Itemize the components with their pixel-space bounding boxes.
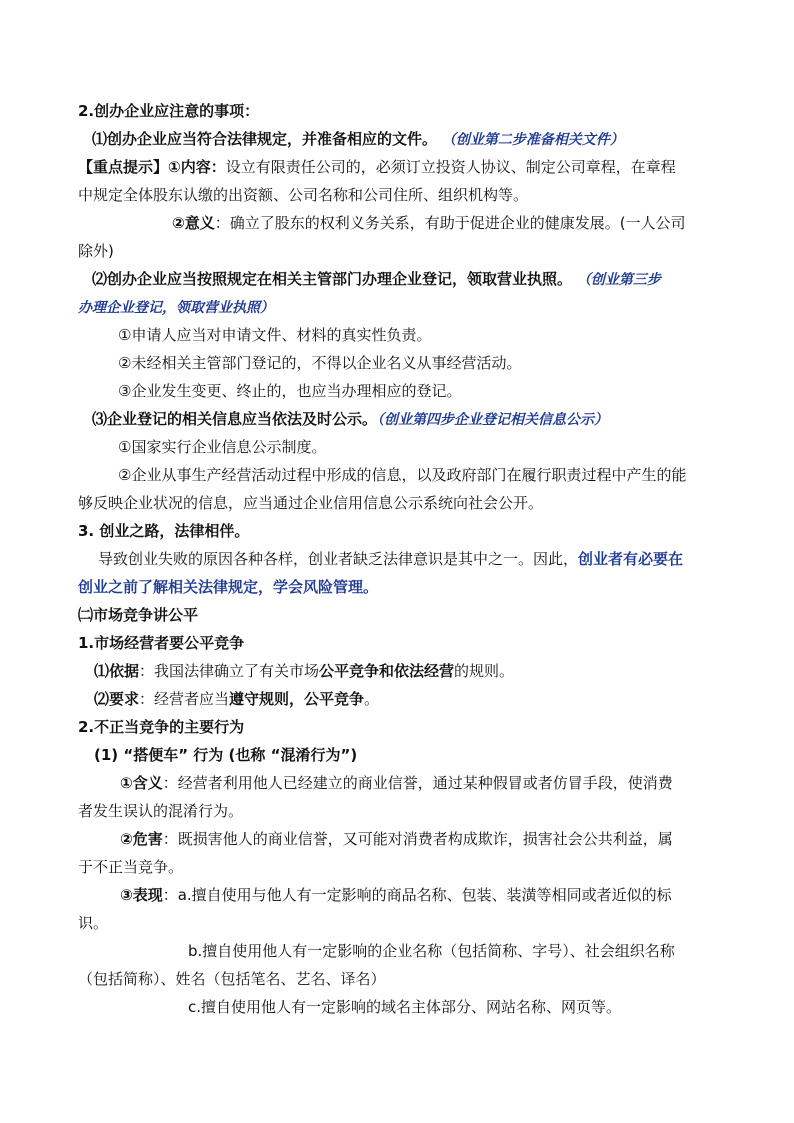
text-span: 创业之前了解相关法律规定，学会风险管理。 (78, 578, 379, 596)
text-line-harm-line-cont (78, 857, 718, 877)
text-line-key-point-content-cont (78, 185, 718, 205)
text-span: 1.市场经营者要公平竞争 (78, 634, 245, 652)
text-line-requirement-line (94, 689, 734, 709)
text-span: ⑵要求 (94, 690, 140, 708)
text-line-section-heading (78, 605, 718, 625)
text-span: 遵守规则，公平竞争 (229, 690, 365, 708)
text-span: ：a.擅自使用与他人有一定影响的商品名称、包装、装潢等相同或者近似的标 (162, 886, 672, 904)
text-span: 创业者有必要在 (578, 550, 684, 568)
text-line-manifestation-b-cont (78, 969, 718, 989)
text-line-heading-2 (78, 101, 718, 121)
text-span: 2.创办企业应注意的事项： (78, 102, 260, 120)
text-span: 中规定全体股东认缴的出资额、公司名称和公司住所、组织机构等。 (78, 186, 529, 204)
text-line-harm-line (120, 829, 760, 849)
text-span: ⑴依据 (94, 662, 140, 680)
text-span: ㈡市场竞争讲公平 (78, 606, 199, 624)
text-line-item-1 (118, 437, 758, 457)
text-span: ：经营者利用他人已经建立的商业信誉，通过某种假冒或者仿冒手段，使消费 (162, 774, 673, 792)
text-span: （包括简称）、姓名（包括笔名、艺名、译名） (78, 970, 386, 988)
text-span: （创业第四步企业登记相关信息公示） (377, 412, 609, 428)
text-span: ⑵创办企业应当按照规定在相关主管部门办理企业登记，领取营业执照。 (92, 270, 573, 288)
text-span: b.擅自使用他人有一定影响的企业名称（包括简称、字号）、社会组织名称 (188, 942, 675, 960)
text-span: （创业第三步 (572, 272, 661, 288)
text-span: ①国家实行企业信息公示制度。 (118, 438, 327, 456)
text-span: ②企业从事生产经营活动过程中形成的信息，以及政府部门在履行职责过程中产生的能 (118, 466, 687, 484)
text-line-manifestation-a (120, 885, 760, 905)
text-line-definition-line-cont (78, 801, 718, 821)
text-line-heading-1 (78, 633, 718, 653)
text-span: ③表现 (120, 886, 163, 904)
text-span: ：既损害他人的商业信誉，又可能对消费者构成欺诈，损害社会公共利益，属 (162, 830, 673, 848)
text-span: ⑶企业登记的相关信息应当依法及时公示。 (92, 410, 378, 428)
text-span: ③企业发生变更、终止的，也应当办理相应的登记。 (118, 382, 462, 400)
text-line-paragraph-cont (78, 577, 718, 597)
text-span: c.擅自使用他人有一定影响的域名主体部分、网站名称、网页等。 (188, 998, 622, 1016)
text-span: 识。 (78, 914, 109, 932)
text-span: ①申请人应当对申请文件、材料的真实性负责。 (118, 326, 432, 344)
text-span: 3. 创业之路，法律相伴。 (78, 522, 250, 540)
text-line-item-1 (118, 325, 758, 345)
text-span: 导致创业失败的原因各种各样，创业者缺乏法律意识是其中之一。因此， (98, 550, 579, 568)
text-line-subheading-free-riding (94, 745, 734, 765)
text-span: 者发生误认的混淆行为。 (78, 802, 244, 820)
text-span: 办理企业登记，领取营业执照） (78, 300, 274, 316)
text-span: 【重点提示】①内容： (78, 158, 226, 176)
text-span: 2.不正当竞争的主要行为 (78, 718, 245, 736)
text-line-manifestation-a-cont (78, 913, 718, 933)
text-span: ②未经相关主管部门登记的，不得以企业名义从事经营活动。 (118, 354, 522, 372)
text-line-paragraph (98, 549, 738, 569)
text-line-key-point-meaning (172, 213, 794, 233)
text-span: ①含义 (120, 774, 163, 792)
text-span: ：确立了股东的权利义务关系，有助于促进企业的健康发展。(一人公司 (214, 214, 686, 232)
text-span: 够反映企业状况的信息，应当通过企业信用信息公示系统向社会公开。 (78, 494, 544, 512)
text-line-manifestation-c (188, 997, 794, 1017)
text-span: ②危害 (120, 830, 163, 848)
text-span: 设立有限责任公司的，必须订立投资人协议、制定公司章程，在章程 (225, 158, 676, 176)
text-line-item-3 (118, 381, 758, 401)
text-span: 公平竞争和依法经营 (319, 662, 455, 680)
text-line-basis-line (94, 661, 734, 681)
text-line-heading-3 (78, 521, 718, 541)
text-line-definition-line (120, 773, 760, 793)
text-line-subheading-1 (92, 129, 732, 150)
text-line-item-2 (118, 353, 758, 373)
text-span: 除外) (78, 242, 114, 260)
text-span: ⑴创办企业应当符合法律规定，并准备相应的文件。 (92, 130, 438, 148)
text-span: （创业第二步准备相关文件） (437, 132, 624, 148)
text-line-heading-2b (78, 717, 718, 737)
text-span: ②意义 (172, 214, 215, 232)
text-span: 于不正当竞争。 (78, 858, 184, 876)
text-line-key-point-content (78, 157, 718, 177)
text-span: 的规则。 (454, 662, 515, 680)
text-span: ：经营者应当 (139, 690, 230, 708)
text-line-manifestation-b (188, 941, 794, 961)
text-span: (1) “搭便车” 行为 (也称 “混淆行为”) (94, 746, 358, 764)
text-span: 。 (364, 690, 380, 708)
text-line-subheading-3 (92, 409, 732, 430)
text-line-item-2-cont (78, 493, 718, 513)
text-span: ：我国法律确立了有关市场 (139, 662, 320, 680)
text-line-key-point-meaning-cont (78, 241, 718, 261)
text-line-subheading-2 (92, 269, 732, 290)
text-line-subheading-2-note (78, 297, 718, 318)
text-line-item-2 (118, 465, 758, 485)
